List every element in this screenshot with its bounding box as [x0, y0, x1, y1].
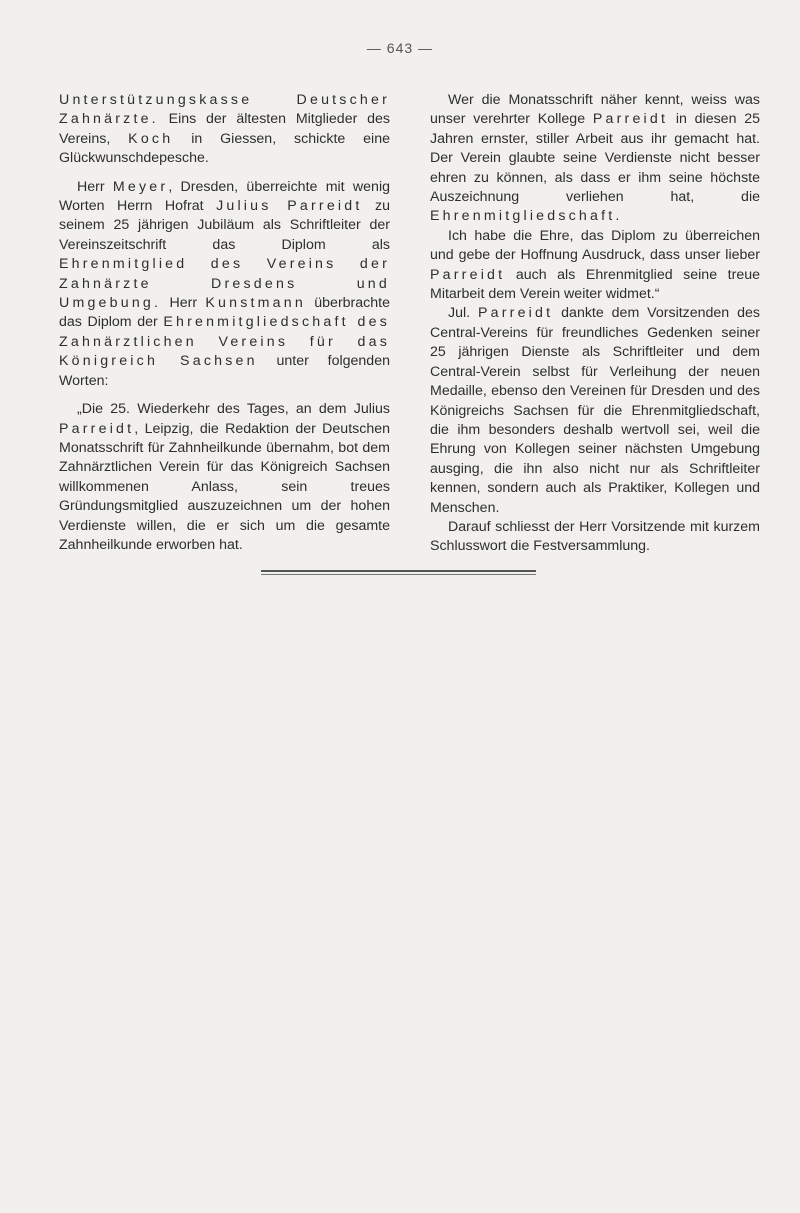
paragraph-text: Darauf schliesst der Herr Vorsitzende mit kurzem Schlusswort die Festversammlung.	[430, 518, 760, 555]
left-column	[59, 91, 390, 555]
paragraph-text: Jul.	[448, 305, 478, 322]
divider-rule-thin	[261, 574, 536, 575]
spaced-name-julius-parreidt: Julius Parreidt	[216, 198, 363, 215]
paragraph-text: Wer die Monatsschrift näher kennt, weiss was unser verehrter Kollege	[430, 92, 760, 128]
paragraph-text: .	[615, 208, 620, 225]
paragraph-speech	[59, 400, 390, 555]
spaced-name-parreidt: Parreidt	[430, 266, 506, 283]
paragraph-text: „Die 25. Wiederkehr des Tages, an dem Julius	[77, 401, 390, 418]
spaced-name-parreidt: Parreidt	[477, 305, 554, 322]
paragraph-text: in Giessen, schickte eine Glückwunschdepesche.	[59, 130, 390, 167]
spaced-title-ehrenmitglied: Ehrenmitglied des Vereins der Zahnärzte Dresdens und Umgebung.	[59, 256, 390, 312]
paragraph-dank	[430, 304, 760, 517]
spaced-name-parreidt: Parreidt	[59, 420, 135, 437]
spaced-title-ehrenmitgliedschaft: Ehrenmitgliedschaft des Zahnärztlichen Vereins für das Königreich Sachsen	[59, 314, 390, 370]
spaced-organization-name: Unterstützungskasse Deutscher	[59, 92, 390, 108]
paragraph-text: Eins der ältesten Mitglieder des Vereins,	[59, 111, 390, 147]
paragraph-text: Herr	[77, 178, 113, 195]
spaced-name-parreidt: Parreidt	[592, 111, 669, 128]
paragraph-text: Herr	[161, 295, 206, 312]
paragraph-text: auch als Ehrenmitglied seine treue Mitarbeit dem Verein weiter widmet.“	[430, 266, 760, 303]
spaced-organization-name-end: Zahnärzte.	[59, 111, 159, 128]
paragraph-text: in diesen 25 Jahren ernster, stiller Arbeit aus ihr gemacht hat. Der Verein glaubte seine Verdienste nicht besser ehren zu können, als dass er ihm seine höchste Auszeichnung verliehen hat, die	[430, 111, 760, 206]
paragraph-opening	[59, 91, 390, 169]
paragraph-text: unter folgenden Worten:	[59, 353, 390, 389]
paragraph-schluss	[430, 518, 760, 557]
paragraph-meyer	[59, 178, 390, 391]
paragraph-text: , Leipzig, die Redaktion der Deutschen Monatsschrift für Zahnheilkunde übernahm, bot dem Zahnärztlichen Verein für das Königreich Sachsen willkommenen Anlass, sein treues Gründungsmitglied auszuzeichnen um der hohen Verdienste willen, die er sich um die gesamte Zahnheilkunde erworben hat.	[59, 420, 390, 553]
page-number: — 643 —	[366, 40, 434, 56]
paragraph-monatsschrift	[430, 91, 760, 227]
paragraph-text: überbrachte das Diplom der	[59, 295, 390, 331]
divider-rule-thick	[261, 570, 536, 572]
paragraph-text: dankte dem Vorsitzenden des Central-Vereins für freundliches Gedenken seiner 25 jährigen Dienste als Schriftleiter und dem Central-Verein selbst für Verleihung der neuen Medaille, ebenso den Vereinen für Dresden und des Königreichs Sachsen für die Ehrenmitgliedschaft, die ihm besonders deshalb wertvoll sei, weil die Ehrung von Kollegen seiner nächsten Umgebung ausging, die ihn also nicht nur als Schriftleiter kennen, sondern auch als Praktiker, Kollegen und Menschen.	[430, 305, 760, 516]
spaced-title-ehrenmitgliedschaft: Ehrenmitgliedschaft	[430, 208, 616, 225]
spaced-name-koch: Koch	[128, 130, 174, 147]
paragraph-text: , Dresden, überreichte mit wenig Worten Herrn Hofrat	[59, 178, 390, 215]
section-divider	[261, 570, 536, 577]
right-column	[430, 91, 760, 557]
paragraph-text: Ich habe die Ehre, das Diplom zu überreichen und gebe der Hoffnung Ausdruck, dass unser lieber	[430, 227, 760, 264]
paragraph-diplom	[430, 227, 760, 305]
spaced-name-meyer: Meyer	[112, 178, 169, 195]
spaced-name-kunstmann: Kunstmann	[205, 295, 306, 312]
paragraph-text: zu seinem 25 jährigen Jubiläum als Schriftleiter der Vereinszeitschrift das Diplom als	[59, 198, 390, 253]
